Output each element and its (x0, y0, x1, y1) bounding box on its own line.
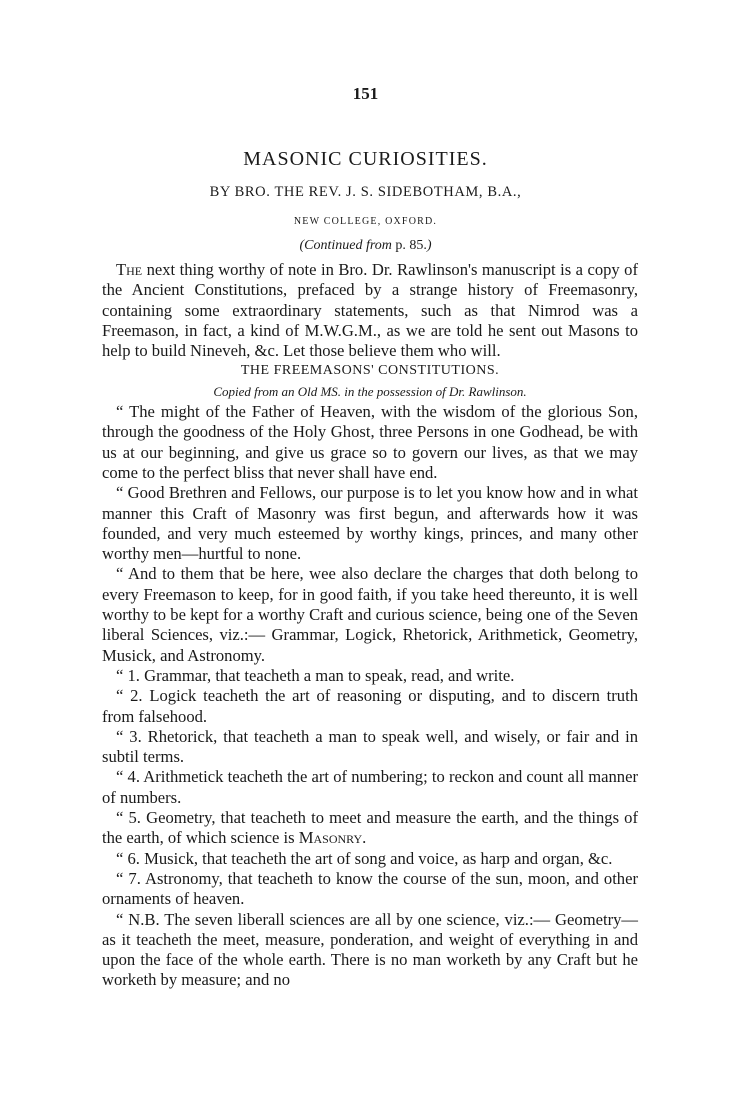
intro-first-word: The (116, 260, 143, 279)
section-source: Copied from an Old MS. in the possession of Dr. Rawlinson. (213, 383, 527, 399)
continued-page: p. 85. (395, 238, 427, 253)
masonry-word: Masonry. (298, 828, 367, 848)
paragraph: “ 7. Astronomy, that teacheth to know the course of the sun, moon, and other ornaments of heaven. (102, 868, 638, 909)
page-number: 151 (352, 84, 379, 103)
paragraph: “ Good Brethren and Fellows, our purpose is to let you know how and in what manner this Craft of Masonry was first begun, and afterwards how it was founded, and very much esteemed by worthy kings, princes, and many other worthy men—hurtful to none. (102, 483, 638, 564)
paragraph: “ And to them that be here, wee also declare the charges that doth belong to every Freemason to keep, for in good faith, if you take heed thereunto, it is well worthy to be kept for a worthy Craft and curious science, being one of the Seven liberal Sciences, viz.:— Grammar, Logick, Rhetorick, Arithmetick, Geometry, Musick, and Astronomy. (102, 564, 638, 665)
section-heading: THE FREEMASONS' CONSTITUTIONS. (240, 363, 500, 379)
paragraph: “ 2. Logick teacheth the art of reasoning or disputing, and to discern truth from falsehood. (102, 686, 638, 726)
paragraph: “ 6. Musick, that teacheth the art of song and voice, as harp and organ, &c. (116, 848, 613, 868)
article-body (102, 260, 638, 991)
paragraph: “ 1. Grammar, that teacheth a man to speak, read, and write. (116, 665, 515, 685)
continued-text: Continued from (304, 238, 392, 253)
paragraph: “ N.B. The seven liberall sciences are all by one science, viz.:— Geometry—as it teacheth the meet, measure, ponderation, and weight of everything in and upon the face of the whole earth. There is no man worketh by any Craft but he worketh by measure; and no (102, 909, 638, 990)
paragraph: “ 4. Arithmetick teacheth the art of numbering; to reckon and count all manner of numbers. (102, 767, 638, 807)
paragraph: “ The might of the Father of Heaven, with the wisdom of the glorious Son, through the goodness of the Holy Ghost, three Persons in one Godhead, be with us at our beginning, and give us grace so to govern our lives, as that we may come to the perfect bliss that never shall have end. (102, 402, 638, 482)
paragraph (102, 808, 638, 849)
paragraph: “ 3. Rhetorick, that teacheth a man to speak well, and wisely, or fair and in subtil terms. (102, 726, 638, 767)
article-byline: BY BRO. THE REV. J. S. SIDEBOTHAM, B.A., (209, 184, 522, 200)
intro-paragraph (102, 260, 638, 361)
paragraph-text: “ 5. Geometry, that teacheth to meet and measure the earth, and the things of the earth, of which science is (102, 808, 638, 848)
continued-note: (Continued from p. 85.) (299, 238, 432, 253)
article-affiliation: NEW COLLEGE, OXFORD. (293, 216, 438, 227)
intro-text: next thing worthy of note in Bro. Dr. Rawlinson's manuscript is a copy of the Ancient Constitutions, prefaced by a strange history of Freemasonry, containing some extraordinary statements, such as that Nimrod was a Freemason, in fact, a kind of M.W.G.M., as we are told he sent out Masons to help to build Nineveh, &c. Let those believe them who will. (102, 260, 638, 361)
article-title: MASONIC CURIOSITIES. (243, 148, 488, 170)
